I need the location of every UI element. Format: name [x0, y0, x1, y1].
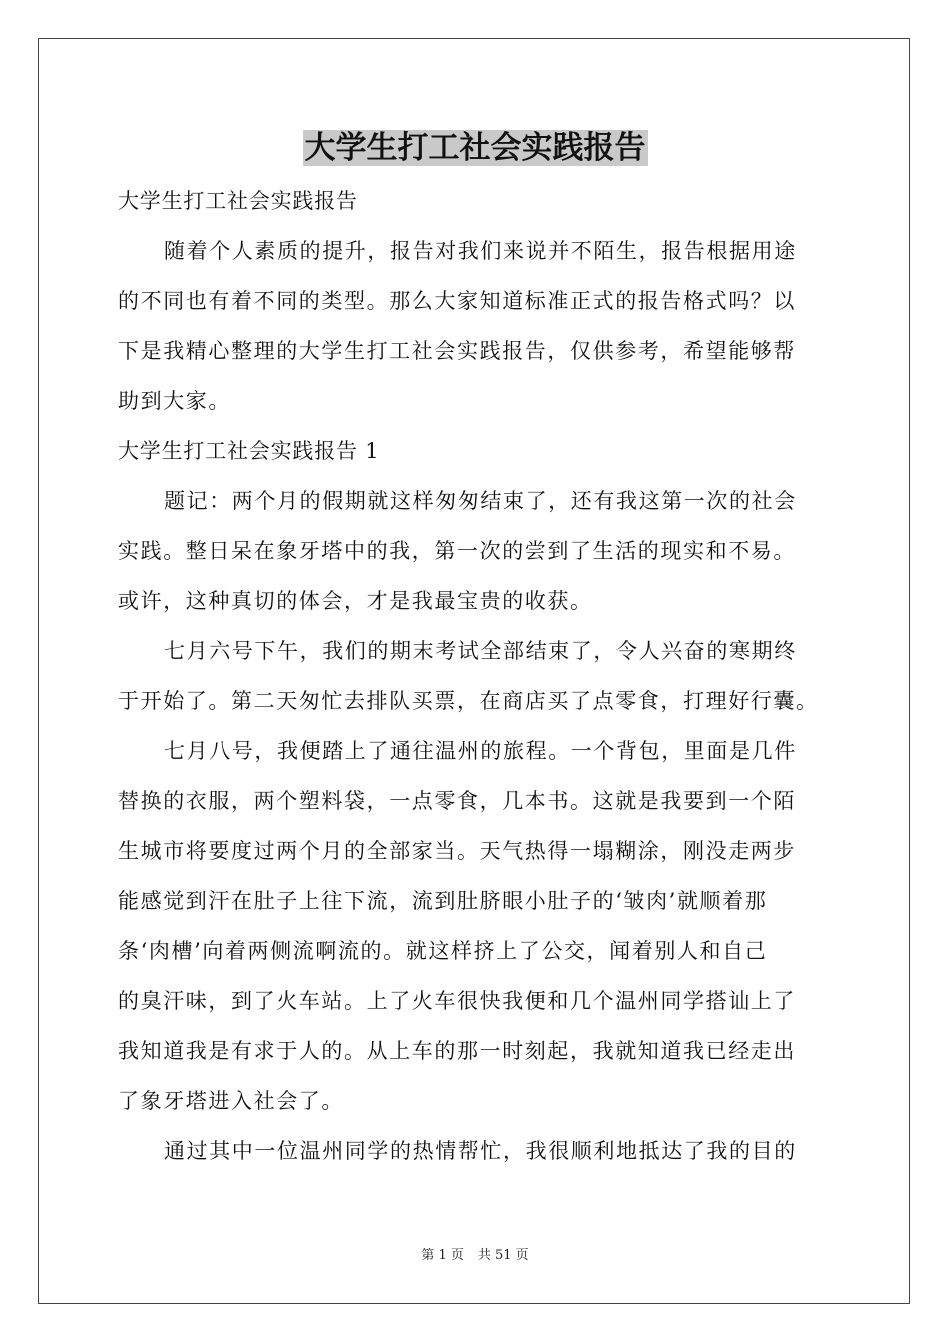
document-title [0, 126, 950, 170]
paragraph-line: 下是我精心整理的大学生打工社会实践报告，仅供参考，希望能够帮 [118, 339, 796, 363]
paragraph-line: 生城市将要度过两个月的全部家当。天气热得一塌糊涂，刚没走两步 [118, 839, 796, 863]
document-body [118, 176, 836, 1176]
paragraph-line: 了象牙塔进入社会了。 [118, 1089, 344, 1113]
paragraph-line: 条‘肉槽’向着两侧流啊流的。就这样挤上了公交，闻着别人和自己 [118, 939, 768, 963]
document-title-text: 大学生打工社会实践报告 [304, 130, 646, 166]
section-heading: 大学生打工社会实践报告 1 [118, 439, 380, 463]
paragraph-line: 助到大家。 [118, 389, 231, 413]
paragraph-line: 题记：两个月的假期就这样匆匆结束了，还有我这第一次的社会 [164, 489, 797, 513]
paragraph-line: 的臭汗味，到了火车站。上了火车很快我便和几个温州同学搭讪上了 [118, 989, 796, 1013]
paragraph-line: 随着个人素质的提升，报告对我们来说并不陌生，报告根据用途 [164, 239, 797, 263]
page-footer [0, 1246, 950, 1266]
paragraph-line: 能感觉到汗在肚子上往下流，流到肚脐眼小肚子的‘皱肉’就顺着那 [118, 889, 768, 913]
subtitle-line: 大学生打工社会实践报告 [118, 189, 358, 213]
paragraph-line: 实践。整日呆在象牙塔中的我，第一次的尝到了生活的现实和不易。 [118, 539, 796, 563]
page-number: 第 1 页 [421, 1248, 464, 1263]
paragraph-line: 七月六号下午，我们的期末考试全部结束了，令人兴奋的寒期终 [164, 639, 797, 663]
paragraph-line: 我知道我是有求于人的。从上车的那一时刻起，我就知道我已经走出 [118, 1039, 796, 1063]
paragraph-line: 或许，这种真切的体会，才是我最宝贵的收获。 [118, 589, 593, 613]
paragraph-line: 七月八号，我便踏上了通往温州的旅程。一个背包，里面是几件 [164, 739, 797, 763]
paragraph-line: 通过其中一位温州同学的热情帮忙，我很顺利地抵达了我的目的 [164, 1139, 797, 1163]
page-total: 共 51 页 [477, 1248, 529, 1263]
paragraph-line: 于开始了。第二天匆忙去排队买票，在商店买了点零食，打理好行囊。 [118, 689, 819, 713]
paragraph-line: 替换的衣服，两个塑料袋，一点零食，几本书。这就是我要到一个陌 [118, 789, 796, 813]
paragraph-line: 的不同也有着不同的类型。那么大家知道标准正式的报告格式吗？以 [118, 289, 796, 313]
